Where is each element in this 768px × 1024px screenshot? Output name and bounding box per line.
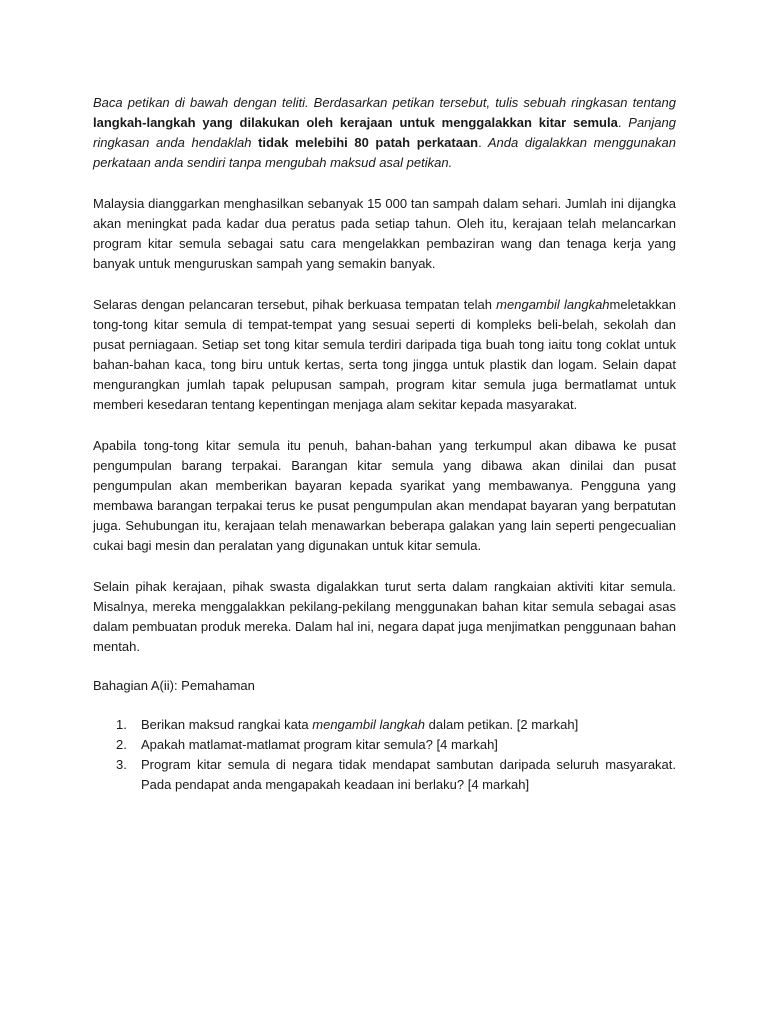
instruction-word-limit-bold: tidak melebihi 80 patah perkataan: [258, 135, 479, 150]
section-heading: Bahagian A(ii): Pemahaman: [93, 678, 255, 693]
question-text: Apakah matlamat-matlamat program kitar semula? [4 markah]: [141, 737, 498, 752]
question-text: Program kitar semula di negara tidak mendapat sambutan daripada seluruh masyarakat. Pada pendapat anda mengapakah keadaan ini berlaku? [4 markah]: [141, 757, 676, 792]
instruction-text-2: .: [617, 115, 622, 130]
instruction-topic-bold: langkah-langkah yang dilakukan oleh kerajaan untuk menggalakkan kitar semula: [93, 115, 618, 130]
instruction-paragraph: [93, 93, 676, 173]
question-number: 3.: [116, 757, 127, 772]
passage-phrase-mengambil-langkah: mengambil langkah: [496, 297, 610, 312]
question-list: [93, 715, 676, 795]
question-text-start: Berikan maksud rangkai kata: [141, 717, 313, 732]
passage-paragraph-3: Apabila tong-tong kitar semula itu penuh, bahan-bahan yang terkumpul akan dibawa ke pusat pengumpulan barang terpakai. Barangan kitar semula yang dibawa akan dinilai dan pusat pengumpulan akan memberikan bayaran kepada syarikat yang membawanya. Pengguna yang membawa barangan terpakai terus ke pusat pengumpulan akan mendapat bayaran yang berpatutan juga. Sehubungan itu, kerajaan telah menawarkan beberapa galakan yang lain seperti pengecualian cukai bagi mesin dan peralatan yang digunakan untuk kitar semula.: [93, 438, 676, 553]
passage-paragraph-2: [93, 295, 676, 415]
question-item: [93, 735, 676, 755]
instruction-text-3: Panjang ringkasan anda hendaklah: [93, 115, 676, 150]
passage-paragraph-2-rest: meletakkan tong-tong kitar semula di tempat-tempat yang sesuai seperti di kompleks beli-belah, sekolah dan pusat perniagaan. Setiap set tong kitar semula terdiri daripada tiga buah tong iaitu tong coklat untuk bahan-bahan kaca, tong biru untuk kertas, serta tong jingga untuk plastik dan logam. Selain dapat mengurangkan jumlah tapak pelupusan sampah, program kitar semula juga bermatlamat untuk memberi kesedaran tentang kepentingan menjaga alam sekitar kepada masyarakat.: [93, 297, 677, 412]
passage-paragraph-2-start: Selaras dengan pelancaran tersebut, pihak berkuasa tempatan telah: [93, 297, 497, 312]
question-phrase-italic: mengambil langkah: [312, 717, 425, 732]
question-number: 1.: [116, 717, 127, 732]
question-number: 2.: [116, 737, 127, 752]
document-page: [93, 93, 676, 795]
question-text: [141, 715, 676, 735]
question-text-end: dalam petikan. [2 markah]: [425, 717, 579, 732]
passage-paragraph-1: Malaysia dianggarkan menghasilkan sebanyak 15 000 tan sampah dalam sehari. Jumlah ini dijangka akan meningkat pada kadar dua peratus pada setiap tahun. Oleh itu, kerajaan telah melancarkan program kitar semula sebagai satu cara mengelakkan pembaziran wang dan tenaga kerja yang banyak untuk menguruskan sampah yang semakin banyak.: [93, 196, 676, 271]
passage-paragraph-4: Selain pihak kerajaan, pihak swasta digalakkan turut serta dalam rangkaian aktiviti kitar semula. Misalnya, mereka menggalakkan pekilang-pekilang menggunakan bahan kitar semula sebagai asas dalam pembuatan produk mereka. Dalam hal ini, negara dapat juga menjimatkan penggunaan bahan mentah.: [93, 579, 676, 654]
instruction-text-1: Baca petikan di bawah dengan teliti. Berdasarkan petikan tersebut, tulis sebuah ringkasan tentang: [93, 95, 676, 110]
question-item: [93, 755, 676, 795]
instruction-text-5: Anda digalakkan menggunakan perkataan anda sendiri tanpa mengubah maksud asal petikan.: [93, 135, 677, 170]
instruction-text-4: .: [478, 135, 482, 150]
question-item: [93, 715, 676, 735]
